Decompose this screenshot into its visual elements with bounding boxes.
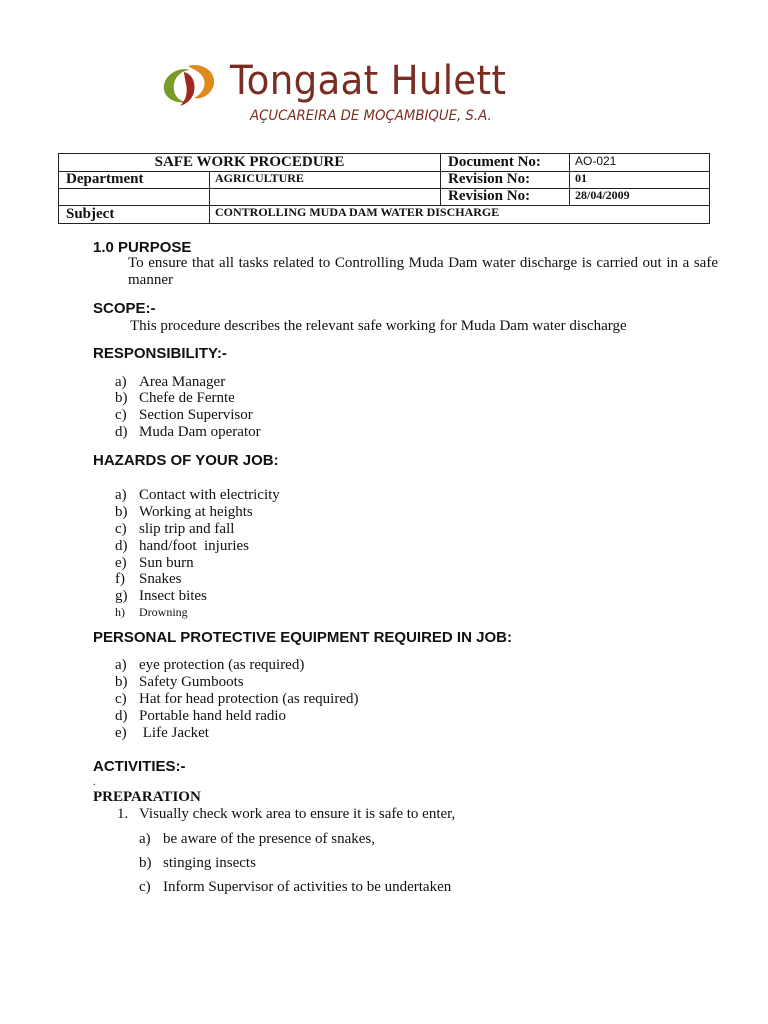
list-marker: g) [115,588,128,604]
list-marker: f) [115,571,125,587]
hazards-heading: HAZARDS OF YOUR JOB: [93,452,279,469]
scope-text: This procedure describes the relevant safe working for Muda Dam water discharge [130,318,627,334]
department-value: AGRICULTURE [215,171,304,185]
list-item [115,555,194,572]
subject-value: CONTROLLING MUDA DAM WATER DISCHARGE [215,205,500,219]
revision-no-label-1: Revision No: [448,171,531,187]
list-item [115,487,280,504]
step-item [117,806,455,823]
brand-subtitle: AÇUCAREIRA DE MOÇAMBIQUE, S.A. [250,108,492,124]
list-marker: c) [115,407,127,423]
list-marker: b) [115,674,128,690]
procedure-title: SAFE WORK PROCEDURE [154,154,345,170]
list-marker: b) [115,390,128,406]
list-text: Life Jacket [139,725,209,741]
list-item [115,407,253,424]
list-item [115,725,209,742]
purpose-text: To ensure that all tasks related to Controlling Muda Dam water discharge is carried out in a safe manner [128,255,718,288]
list-item [115,657,304,674]
list-text: Hat for head protection (as required) [139,691,359,707]
list-text: hand/foot injuries [139,538,249,554]
list-marker: d) [115,708,128,724]
list-marker: b) [139,855,152,871]
list-marker: e) [115,725,127,741]
list-item [115,604,188,621]
list-text: slip trip and fall [139,521,235,537]
list-marker: c) [139,879,151,895]
document-no-label: Document No: [448,154,541,170]
list-marker: e) [115,555,127,571]
preparation-heading: PREPARATION [93,789,201,805]
list-text: Drowning [139,605,188,619]
list-item [115,504,253,521]
list-text: Muda Dam operator [139,424,261,440]
list-item [115,521,234,538]
list-text: be aware of the presence of snakes, [163,831,375,847]
list-text: Safety Gumboots [139,674,244,690]
scope-heading: SCOPE:- [93,300,156,317]
list-item [139,855,256,872]
revision-no-value-2: 28/04/2009 [575,188,630,202]
revision-no-value-1: 01 [575,171,587,185]
list-text: eye protection (as required) [139,657,305,673]
list-item [139,879,451,896]
list-item [139,831,375,848]
list-text: stinging insects [163,855,256,871]
list-marker: d) [115,538,128,554]
list-text: Insect bites [139,588,207,604]
list-text: Chefe de Fernte [139,390,235,406]
list-item [115,390,235,407]
department-label: Department [66,171,144,187]
list-marker: c) [115,691,127,707]
list-text: Portable hand held radio [139,708,287,724]
list-marker: d) [115,424,128,440]
activities-dot: . [93,777,96,788]
revision-no-label-2: Revision No: [448,188,531,204]
list-item [115,538,249,555]
list-item [115,424,261,441]
list-text: Contact with electricity [139,487,280,503]
list-text: Working at heights [139,504,253,520]
subject-label: Subject [66,206,115,222]
list-marker: h) [115,605,125,619]
document-no-value: AO-021 [575,154,617,168]
list-item [115,674,244,691]
list-marker: a) [115,487,127,503]
list-item [115,571,182,588]
list-marker: a) [115,657,127,673]
list-text: Area Manager [139,374,226,390]
list-marker: a) [139,831,151,847]
list-item [115,374,225,391]
list-item [115,588,207,605]
list-marker: b) [115,504,128,520]
list-text: Sun burn [139,555,194,571]
responsibility-heading: RESPONSIBILITY:- [93,345,227,362]
list-text: Snakes [139,571,182,587]
list-text: Inform Supervisor of activities to be undertaken [163,879,452,895]
purpose-heading: 1.0 PURPOSE [93,239,192,256]
step-text: Visually check work area to ensure it is safe to enter, [139,806,456,822]
activities-heading: ACTIVITIES:- [93,758,186,775]
list-item [115,708,286,725]
list-marker: a) [115,374,127,390]
brand-name: Tongaat Hulett [230,58,507,104]
list-marker: c) [115,521,127,537]
step-marker: 1. [117,806,129,822]
list-item [115,691,359,708]
list-text: Section Supervisor [139,407,253,423]
ppe-heading: PERSONAL PROTECTIVE EQUIPMENT REQUIRED IN JOB: [93,629,512,646]
